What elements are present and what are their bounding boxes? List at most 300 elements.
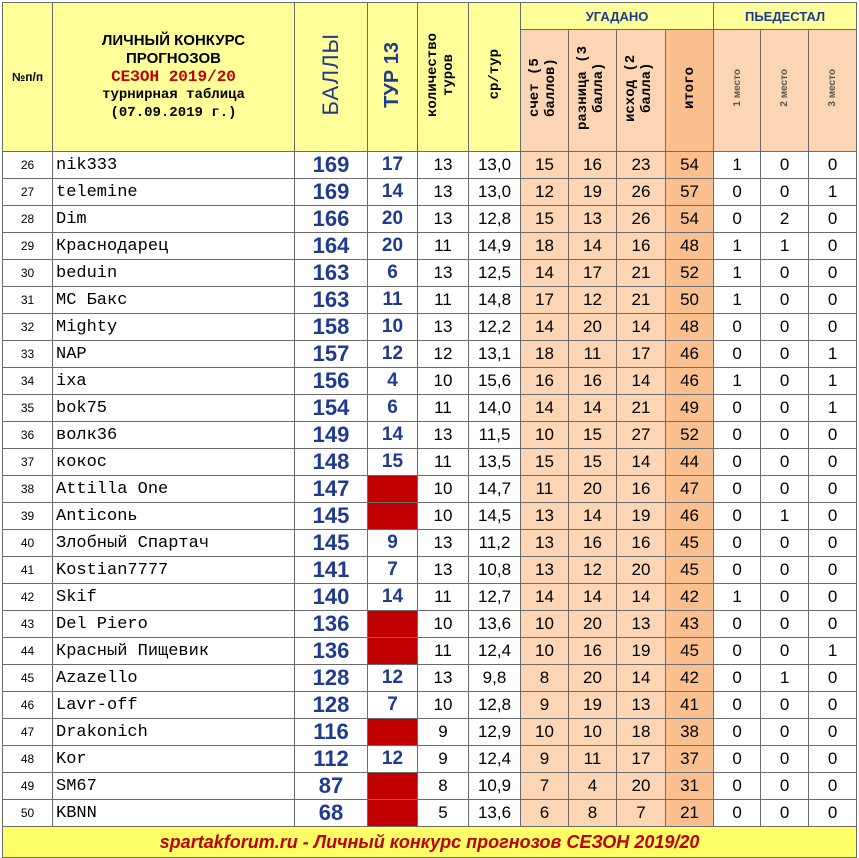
cell-place3: 1 bbox=[809, 638, 857, 665]
cell-place2: 0 bbox=[761, 476, 809, 503]
table-row bbox=[3, 503, 857, 530]
cell-points: 141 bbox=[295, 557, 368, 584]
cell-place2: 0 bbox=[761, 449, 809, 476]
cell-outcome: 21 bbox=[617, 287, 666, 314]
cell-number: 33 bbox=[3, 341, 53, 368]
points-label: БАЛЛЫ bbox=[318, 33, 343, 116]
cell-diff: 20 bbox=[569, 314, 617, 341]
cell-place1: 0 bbox=[714, 638, 761, 665]
cell-place2: 1 bbox=[761, 503, 809, 530]
cell-tours-count: 13 bbox=[418, 557, 469, 584]
cell-place1: 0 bbox=[714, 530, 761, 557]
cell-score: 8 bbox=[521, 665, 569, 692]
cell-total: 31 bbox=[666, 773, 714, 800]
cell-diff: 12 bbox=[569, 287, 617, 314]
cell-tours-count: 5 bbox=[418, 800, 469, 827]
total-label: итого bbox=[681, 67, 698, 110]
cell-place3: 0 bbox=[809, 314, 857, 341]
table-row bbox=[3, 395, 857, 422]
cell-total: 57 bbox=[666, 179, 714, 206]
cell-score: 12 bbox=[521, 179, 569, 206]
cell-outcome: 16 bbox=[617, 476, 666, 503]
cell-avg: 9,8 bbox=[469, 665, 521, 692]
cell-outcome: 19 bbox=[617, 638, 666, 665]
avg-label: ср/тур bbox=[486, 49, 503, 100]
cell-number: 28 bbox=[3, 206, 53, 233]
cell-name: KBNN bbox=[53, 800, 295, 827]
cell-avg: 13,6 bbox=[469, 800, 521, 827]
cell-place2: 0 bbox=[761, 557, 809, 584]
cell-place2: 0 bbox=[761, 395, 809, 422]
group-header-guessed: УГАДАНО bbox=[521, 3, 714, 30]
col-header-avg bbox=[469, 3, 521, 152]
cell-tour bbox=[368, 719, 418, 746]
cell-avg: 11,5 bbox=[469, 422, 521, 449]
cell-outcome: 7 bbox=[617, 800, 666, 827]
cell-diff: 16 bbox=[569, 368, 617, 395]
cell-total: 45 bbox=[666, 638, 714, 665]
cell-tours-count: 13 bbox=[418, 665, 469, 692]
cell-total: 38 bbox=[666, 719, 714, 746]
cell-score: 14 bbox=[521, 260, 569, 287]
cell-tour bbox=[368, 800, 418, 827]
cell-total: 46 bbox=[666, 368, 714, 395]
cell-score: 17 bbox=[521, 287, 569, 314]
table-row bbox=[3, 800, 857, 827]
cell-number: 48 bbox=[3, 746, 53, 773]
cell-name: bok75 bbox=[53, 395, 295, 422]
cell-tour bbox=[368, 773, 418, 800]
place1-label: 1 место bbox=[731, 69, 743, 107]
cell-tours-count: 8 bbox=[418, 773, 469, 800]
cell-name: MC Бакс bbox=[53, 287, 295, 314]
cell-number: 46 bbox=[3, 692, 53, 719]
cell-tours-count: 10 bbox=[418, 476, 469, 503]
cell-diff: 8 bbox=[569, 800, 617, 827]
cell-points: 128 bbox=[295, 665, 368, 692]
cell-tours-count: 11 bbox=[418, 584, 469, 611]
place2-label: 2 место bbox=[779, 69, 791, 107]
cell-diff: 19 bbox=[569, 179, 617, 206]
cell-total: 47 bbox=[666, 476, 714, 503]
table-row bbox=[3, 584, 857, 611]
cell-place1: 0 bbox=[714, 503, 761, 530]
cell-avg: 12,8 bbox=[469, 692, 521, 719]
cell-tours-count: 10 bbox=[418, 368, 469, 395]
cell-total: 45 bbox=[666, 530, 714, 557]
cell-place2: 0 bbox=[761, 260, 809, 287]
cell-points: 68 bbox=[295, 800, 368, 827]
cell-number: 45 bbox=[3, 665, 53, 692]
cell-outcome: 16 bbox=[617, 233, 666, 260]
cell-tours-count: 11 bbox=[418, 638, 469, 665]
cell-points: 164 bbox=[295, 233, 368, 260]
cell-score: 10 bbox=[521, 611, 569, 638]
cell-place3: 1 bbox=[809, 341, 857, 368]
cell-avg: 11,2 bbox=[469, 530, 521, 557]
cell-diff: 12 bbox=[569, 557, 617, 584]
cell-place1: 1 bbox=[714, 233, 761, 260]
cell-place2: 0 bbox=[761, 152, 809, 179]
cell-tour: 12 bbox=[368, 746, 418, 773]
cell-tour: 9 bbox=[368, 530, 418, 557]
cell-points: 145 bbox=[295, 503, 368, 530]
cell-tour: 4 bbox=[368, 368, 418, 395]
table-body bbox=[3, 152, 857, 827]
cell-number: 30 bbox=[3, 260, 53, 287]
cell-place2: 0 bbox=[761, 314, 809, 341]
col-header-points bbox=[295, 3, 368, 152]
cell-outcome: 27 bbox=[617, 422, 666, 449]
cell-tours-count: 13 bbox=[418, 422, 469, 449]
cell-place3: 0 bbox=[809, 503, 857, 530]
cell-diff: 16 bbox=[569, 530, 617, 557]
cell-diff: 11 bbox=[569, 341, 617, 368]
cell-total: 41 bbox=[666, 692, 714, 719]
group-header-podium: ПЬЕДЕСТАЛ bbox=[714, 3, 857, 30]
table-row bbox=[3, 260, 857, 287]
cell-score: 6 bbox=[521, 800, 569, 827]
cell-score: 14 bbox=[521, 395, 569, 422]
cell-tours-count: 11 bbox=[418, 449, 469, 476]
cell-points: 116 bbox=[295, 719, 368, 746]
cell-place3: 1 bbox=[809, 179, 857, 206]
cell-place2: 2 bbox=[761, 206, 809, 233]
cell-tour: 14 bbox=[368, 584, 418, 611]
cell-total: 21 bbox=[666, 800, 714, 827]
cell-tour: 20 bbox=[368, 233, 418, 260]
cell-place1: 0 bbox=[714, 800, 761, 827]
cell-tours-count: 13 bbox=[418, 152, 469, 179]
cell-tour: 6 bbox=[368, 395, 418, 422]
col-header-score bbox=[521, 30, 569, 152]
cell-place2: 0 bbox=[761, 530, 809, 557]
cell-outcome: 13 bbox=[617, 692, 666, 719]
cell-place2: 0 bbox=[761, 638, 809, 665]
cell-number: 50 bbox=[3, 800, 53, 827]
cell-avg: 13,6 bbox=[469, 611, 521, 638]
cell-points: 169 bbox=[295, 179, 368, 206]
cell-place1: 0 bbox=[714, 314, 761, 341]
cell-avg: 12,5 bbox=[469, 260, 521, 287]
cell-outcome: 26 bbox=[617, 179, 666, 206]
season-label: СЕЗОН 2019/20 bbox=[111, 68, 236, 86]
cell-diff: 4 bbox=[569, 773, 617, 800]
cell-outcome: 14 bbox=[617, 584, 666, 611]
cell-place1: 1 bbox=[714, 584, 761, 611]
cell-name: SM67 bbox=[53, 773, 295, 800]
cell-avg: 13,0 bbox=[469, 152, 521, 179]
cell-tours-count: 10 bbox=[418, 503, 469, 530]
cell-points: 87 bbox=[295, 773, 368, 800]
cell-outcome: 26 bbox=[617, 206, 666, 233]
cell-avg: 14,9 bbox=[469, 233, 521, 260]
cell-name: Kostian7777 bbox=[53, 557, 295, 584]
cell-total: 43 bbox=[666, 611, 714, 638]
cell-tours-count: 12 bbox=[418, 341, 469, 368]
table-row bbox=[3, 638, 857, 665]
table-row bbox=[3, 665, 857, 692]
cell-tour: 15 bbox=[368, 449, 418, 476]
table-row bbox=[3, 692, 857, 719]
cell-place3: 0 bbox=[809, 773, 857, 800]
cell-number: 31 bbox=[3, 287, 53, 314]
cell-place1: 0 bbox=[714, 611, 761, 638]
standings-table bbox=[2, 2, 857, 858]
cell-place3: 0 bbox=[809, 800, 857, 827]
table-row bbox=[3, 773, 857, 800]
cell-place2: 0 bbox=[761, 422, 809, 449]
col-header-number: №п/п bbox=[3, 3, 53, 152]
cell-place1: 0 bbox=[714, 206, 761, 233]
table-row bbox=[3, 476, 857, 503]
cell-number: 29 bbox=[3, 233, 53, 260]
cell-total: 37 bbox=[666, 746, 714, 773]
cell-points: 128 bbox=[295, 692, 368, 719]
cell-place3: 0 bbox=[809, 530, 857, 557]
cell-score: 11 bbox=[521, 476, 569, 503]
cell-name: Drakonich bbox=[53, 719, 295, 746]
cell-tour bbox=[368, 611, 418, 638]
cell-score: 10 bbox=[521, 719, 569, 746]
cell-place3: 0 bbox=[809, 584, 857, 611]
cell-total: 48 bbox=[666, 314, 714, 341]
cell-points: 163 bbox=[295, 260, 368, 287]
cell-place2: 0 bbox=[761, 773, 809, 800]
cell-score: 15 bbox=[521, 449, 569, 476]
cell-avg: 12,9 bbox=[469, 719, 521, 746]
cell-points: 158 bbox=[295, 314, 368, 341]
col-header-outcome bbox=[617, 30, 666, 152]
cell-number: 27 bbox=[3, 179, 53, 206]
cell-place1: 0 bbox=[714, 476, 761, 503]
cell-number: 26 bbox=[3, 152, 53, 179]
cell-place3: 0 bbox=[809, 233, 857, 260]
cell-points: 154 bbox=[295, 395, 368, 422]
cell-points: 136 bbox=[295, 611, 368, 638]
cell-diff: 20 bbox=[569, 476, 617, 503]
table-row bbox=[3, 179, 857, 206]
cell-place3: 0 bbox=[809, 719, 857, 746]
cell-total: 52 bbox=[666, 260, 714, 287]
cell-place2: 0 bbox=[761, 800, 809, 827]
cell-score: 16 bbox=[521, 368, 569, 395]
cell-number: 41 bbox=[3, 557, 53, 584]
cell-outcome: 14 bbox=[617, 665, 666, 692]
place3-label: 3 место bbox=[827, 69, 839, 107]
cell-place1: 1 bbox=[714, 368, 761, 395]
cell-diff: 14 bbox=[569, 584, 617, 611]
cell-avg: 14,8 bbox=[469, 287, 521, 314]
cell-points: 140 bbox=[295, 584, 368, 611]
cell-tours-count: 13 bbox=[418, 530, 469, 557]
cell-place1: 0 bbox=[714, 449, 761, 476]
cell-outcome: 16 bbox=[617, 530, 666, 557]
cell-avg: 14,7 bbox=[469, 476, 521, 503]
cell-place3: 0 bbox=[809, 692, 857, 719]
cell-number: 34 bbox=[3, 368, 53, 395]
cell-tour bbox=[368, 476, 418, 503]
table-row bbox=[3, 314, 857, 341]
cell-tour: 12 bbox=[368, 665, 418, 692]
cell-place3: 0 bbox=[809, 260, 857, 287]
cell-tour: 10 bbox=[368, 314, 418, 341]
table-title bbox=[53, 3, 295, 152]
cell-points: 112 bbox=[295, 746, 368, 773]
cell-place3: 0 bbox=[809, 287, 857, 314]
cell-points: 148 bbox=[295, 449, 368, 476]
cell-place3: 1 bbox=[809, 368, 857, 395]
cell-tours-count: 13 bbox=[418, 314, 469, 341]
cell-place2: 0 bbox=[761, 368, 809, 395]
cell-place3: 0 bbox=[809, 611, 857, 638]
cell-name: Красный Пищевик bbox=[53, 638, 295, 665]
cell-outcome: 13 bbox=[617, 611, 666, 638]
cell-tours-count: 11 bbox=[418, 287, 469, 314]
cell-number: 49 bbox=[3, 773, 53, 800]
cell-name: Краснодарец bbox=[53, 233, 295, 260]
cell-tour: 17 bbox=[368, 152, 418, 179]
cell-outcome: 19 bbox=[617, 503, 666, 530]
col-header-place1 bbox=[714, 30, 761, 152]
footer-banner: spartakforum.ru - Личный конкурс прогнозов СЕЗОН 2019/20 bbox=[3, 827, 857, 858]
col-header-place2 bbox=[761, 30, 809, 152]
title-line-2: ПРОГНОЗОВ bbox=[126, 50, 221, 67]
cell-tour bbox=[368, 638, 418, 665]
cell-name: волк36 bbox=[53, 422, 295, 449]
cell-score: 7 bbox=[521, 773, 569, 800]
cell-number: 40 bbox=[3, 530, 53, 557]
table-row bbox=[3, 206, 857, 233]
cell-tour: 7 bbox=[368, 692, 418, 719]
cell-score: 9 bbox=[521, 692, 569, 719]
tours-count-label: количество туров bbox=[425, 32, 457, 117]
cell-tours-count: 9 bbox=[418, 719, 469, 746]
cell-score: 18 bbox=[521, 233, 569, 260]
cell-tour: 6 bbox=[368, 260, 418, 287]
cell-tours-count: 11 bbox=[418, 395, 469, 422]
cell-place1: 0 bbox=[714, 746, 761, 773]
cell-name: Kor bbox=[53, 746, 295, 773]
cell-diff: 15 bbox=[569, 422, 617, 449]
cell-tours-count: 10 bbox=[418, 692, 469, 719]
cell-avg: 10,9 bbox=[469, 773, 521, 800]
cell-place1: 0 bbox=[714, 395, 761, 422]
cell-number: 38 bbox=[3, 476, 53, 503]
cell-number: 32 bbox=[3, 314, 53, 341]
cell-place3: 0 bbox=[809, 449, 857, 476]
cell-outcome: 20 bbox=[617, 557, 666, 584]
cell-name: nik333 bbox=[53, 152, 295, 179]
cell-outcome: 21 bbox=[617, 395, 666, 422]
cell-avg: 12,8 bbox=[469, 206, 521, 233]
table-row bbox=[3, 530, 857, 557]
cell-number: 39 bbox=[3, 503, 53, 530]
cell-place2: 0 bbox=[761, 179, 809, 206]
table-row bbox=[3, 233, 857, 260]
table-row bbox=[3, 449, 857, 476]
cell-place1: 0 bbox=[714, 719, 761, 746]
cell-place3: 0 bbox=[809, 557, 857, 584]
cell-score: 14 bbox=[521, 314, 569, 341]
cell-outcome: 14 bbox=[617, 368, 666, 395]
cell-place2: 0 bbox=[761, 692, 809, 719]
cell-place2: 1 bbox=[761, 665, 809, 692]
cell-score: 10 bbox=[521, 422, 569, 449]
cell-name: ixa bbox=[53, 368, 295, 395]
cell-place3: 0 bbox=[809, 152, 857, 179]
col-header-tour bbox=[368, 3, 418, 152]
cell-place2: 0 bbox=[761, 719, 809, 746]
cell-place1: 0 bbox=[714, 692, 761, 719]
cell-total: 45 bbox=[666, 557, 714, 584]
cell-tour: 11 bbox=[368, 287, 418, 314]
cell-total: 54 bbox=[666, 206, 714, 233]
table-row bbox=[3, 719, 857, 746]
cell-place1: 0 bbox=[714, 665, 761, 692]
table-row bbox=[3, 746, 857, 773]
cell-tour bbox=[368, 503, 418, 530]
cell-diff: 20 bbox=[569, 611, 617, 638]
cell-name: Attilla One bbox=[53, 476, 295, 503]
cell-number: 44 bbox=[3, 638, 53, 665]
cell-tours-count: 13 bbox=[418, 206, 469, 233]
diff-label: разница (3 балла) bbox=[574, 46, 607, 131]
cell-name: Del Piero bbox=[53, 611, 295, 638]
cell-points: 147 bbox=[295, 476, 368, 503]
cell-tour: 14 bbox=[368, 422, 418, 449]
cell-tours-count: 13 bbox=[418, 179, 469, 206]
col-header-place3 bbox=[809, 30, 857, 152]
cell-place2: 1 bbox=[761, 233, 809, 260]
cell-name: Azazello bbox=[53, 665, 295, 692]
cell-score: 15 bbox=[521, 206, 569, 233]
cell-place1: 1 bbox=[714, 260, 761, 287]
cell-name: Anticonь bbox=[53, 503, 295, 530]
cell-place1: 0 bbox=[714, 341, 761, 368]
cell-total: 46 bbox=[666, 503, 714, 530]
cell-tour: 20 bbox=[368, 206, 418, 233]
cell-avg: 13,5 bbox=[469, 449, 521, 476]
cell-tours-count: 13 bbox=[418, 260, 469, 287]
cell-points: 136 bbox=[295, 638, 368, 665]
table-row bbox=[3, 152, 857, 179]
cell-number: 36 bbox=[3, 422, 53, 449]
cell-tours-count: 11 bbox=[418, 233, 469, 260]
table-row bbox=[3, 422, 857, 449]
cell-name: Dim bbox=[53, 206, 295, 233]
cell-score: 9 bbox=[521, 746, 569, 773]
cell-avg: 12,7 bbox=[469, 584, 521, 611]
cell-name: Злобный Спартач bbox=[53, 530, 295, 557]
cell-diff: 16 bbox=[569, 638, 617, 665]
cell-name: Mighty bbox=[53, 314, 295, 341]
cell-place3: 0 bbox=[809, 206, 857, 233]
cell-avg: 14,5 bbox=[469, 503, 521, 530]
cell-number: 42 bbox=[3, 584, 53, 611]
cell-avg: 13,1 bbox=[469, 341, 521, 368]
cell-place3: 0 bbox=[809, 665, 857, 692]
cell-outcome: 17 bbox=[617, 746, 666, 773]
cell-points: 145 bbox=[295, 530, 368, 557]
cell-place2: 0 bbox=[761, 746, 809, 773]
cell-place1: 0 bbox=[714, 557, 761, 584]
cell-name: telemine bbox=[53, 179, 295, 206]
cell-avg: 12,4 bbox=[469, 746, 521, 773]
cell-score: 13 bbox=[521, 530, 569, 557]
cell-outcome: 14 bbox=[617, 449, 666, 476]
cell-tours-count: 10 bbox=[418, 611, 469, 638]
